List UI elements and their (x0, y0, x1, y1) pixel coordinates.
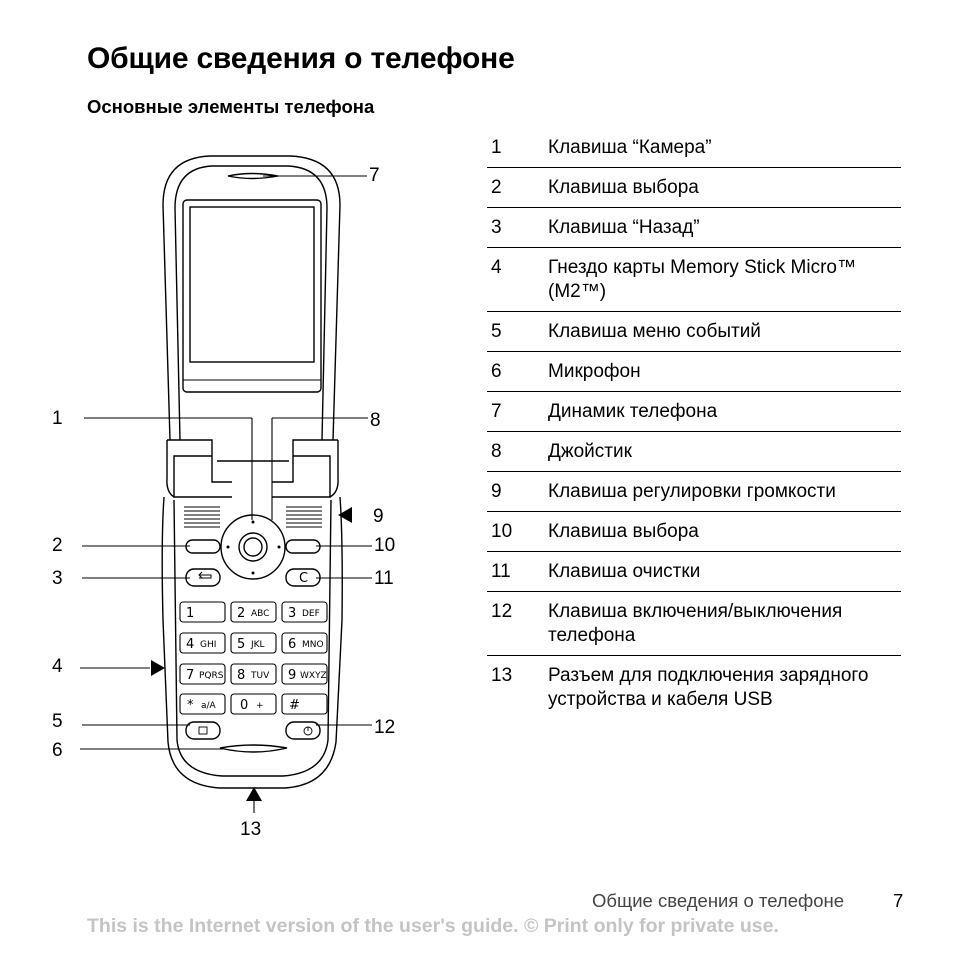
callout-9: 9 (373, 506, 384, 527)
callout-13: 13 (240, 819, 262, 840)
svg-text:+: + (256, 701, 264, 711)
legend-row: 10 Клавиша выбора (487, 512, 901, 552)
hinge-left (167, 440, 232, 497)
callout-10: 10 (374, 535, 396, 556)
legend-row: 3 Клавиша “Назад” (487, 208, 901, 248)
page-number: 7 (893, 890, 904, 911)
callout-12: 12 (374, 717, 396, 738)
callout-6: 6 (52, 740, 63, 761)
callout-2: 2 (52, 535, 63, 556)
page-title: Общие сведения о телефоне (87, 42, 515, 75)
svg-text:2: 2 (237, 606, 246, 621)
section-subtitle: Основные элементы телефона (87, 96, 375, 117)
svg-text:8: 8 (237, 668, 246, 683)
callout-numbers (52, 165, 395, 840)
legend-row: 12 Клавиша включения/выключения телефона (487, 592, 901, 656)
svg-text:JKL: JKL (251, 640, 265, 650)
svg-text:ABC: ABC (251, 609, 270, 619)
display-screen (183, 200, 321, 392)
svg-text:7: 7 (186, 668, 195, 683)
callout-11: 11 (374, 568, 394, 589)
svg-text:GHI: GHI (200, 640, 217, 650)
arrow-13-icon (246, 787, 262, 801)
arrow-4-icon (151, 660, 165, 676)
legend-row: 5 Клавиша меню событий (487, 312, 901, 352)
svg-text:6: 6 (288, 637, 297, 652)
callout-4: 4 (52, 656, 63, 677)
display-inner (190, 207, 314, 362)
svg-text:MNO: MNO (302, 640, 324, 650)
activity-menu-icon (199, 727, 207, 734)
svg-text:TUV: TUV (251, 671, 270, 681)
svg-text:0: 0 (240, 698, 249, 713)
power-key (286, 722, 320, 739)
legend-row: 4 Гнездо карты Memory Stick Micro™ (M2™) (487, 248, 901, 312)
svg-text:DEF: DEF (302, 609, 320, 619)
svg-text:a/A: a/A (201, 701, 216, 711)
clear-key-label: C (299, 571, 309, 586)
hinge-right (272, 440, 338, 497)
svg-text:PQRS: PQRS (199, 671, 224, 681)
callout-1: 1 (52, 408, 63, 429)
legend-table (487, 128, 901, 719)
svg-text:4: 4 (186, 637, 195, 652)
legend-row: 11 Клавиша очистки (487, 552, 901, 592)
svg-text:*: * (187, 698, 194, 713)
legend-row: 8 Джойстик (487, 432, 901, 472)
right-selection-key (286, 540, 320, 553)
legend-row: 6 Микрофон (487, 352, 901, 392)
callout-8: 8 (370, 410, 381, 431)
grille-left (184, 507, 220, 527)
svg-text:#: # (289, 698, 300, 713)
callout-5: 5 (52, 711, 63, 732)
activity-menu-key (186, 722, 220, 739)
legend-row: 1 Клавиша “Камера” (487, 128, 901, 168)
left-selection-key (186, 540, 220, 553)
legend-row: 13 Разъем для подключения зарядного устройства и кабеля USB (491, 665, 869, 710)
navigation-ring (221, 515, 285, 579)
svg-text:3: 3 (288, 606, 297, 621)
joystick (239, 533, 267, 561)
legend-row: 2 Клавиша выбора (487, 168, 901, 208)
callout-7: 7 (369, 165, 380, 186)
callout-3: 3 (52, 568, 63, 589)
footer-section-title: Общие сведения о телефоне (592, 890, 844, 911)
grille-right (286, 507, 322, 527)
microphone (220, 745, 287, 752)
legend-row: 7 Динамик телефона (487, 392, 901, 432)
svg-text:WXYZ: WXYZ (300, 671, 327, 681)
svg-text:5: 5 (237, 637, 246, 652)
svg-text:9: 9 (288, 668, 297, 683)
svg-text:1: 1 (186, 606, 195, 621)
footer-copyright-note: This is the Internet version of the user's guide. © Print only for private use. (87, 915, 779, 937)
back-arrow-icon (199, 572, 211, 578)
legend-row: 9 Клавиша регулировки громкости (487, 472, 901, 512)
